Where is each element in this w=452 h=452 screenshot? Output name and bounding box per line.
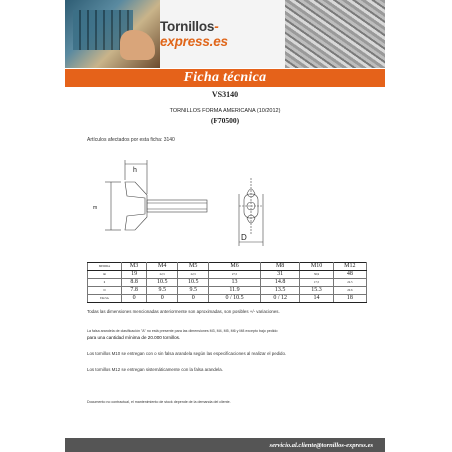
note-m12: Los tornillos M12 se entregan sistemáticamente con la falsa arandela.: [87, 367, 223, 372]
table-row: [88, 271, 367, 279]
table-cell: 7.8: [122, 287, 147, 295]
dim-m-label: m: [93, 205, 98, 211]
table-cell: 0: [122, 295, 147, 303]
product-name: TORNILLOS FORMA AMERICANA (10/2012): [169, 108, 281, 114]
dim-d-label: D: [241, 233, 247, 242]
row-label: D: [88, 287, 122, 295]
table-row: [88, 279, 367, 287]
table-cell: 19: [122, 271, 147, 279]
product-code: VS3140: [211, 90, 239, 99]
footer-email[interactable]: servicio.al.cliente@tornillos-express.es: [269, 441, 373, 449]
table-cell: 18: [333, 295, 366, 303]
logo-main: Tornillos: [160, 19, 215, 34]
table-cell: 10.5: [147, 279, 178, 287]
footer-bar: [65, 438, 385, 452]
col-m10: M10: [300, 263, 333, 271]
col-m6: M6: [209, 263, 261, 271]
col-m3: M3: [122, 263, 147, 271]
logo-box: [160, 0, 285, 68]
table-cell: 11.9: [209, 287, 261, 295]
table-cell: 8.8: [122, 279, 147, 287]
table-cell: 10.5: [178, 279, 209, 287]
logo-suffix: -express.es: [160, 19, 228, 49]
row-label: FALSA: [88, 295, 122, 303]
table-cell: 9.5: [178, 287, 209, 295]
table-cell: 36,9: [300, 271, 333, 279]
reference-code: (F70500): [210, 116, 240, 125]
table-cell: 15.3: [300, 287, 333, 295]
note-disclaimer: Documento no contractual, el mantenimiento de stock depende de la demanda del cliente.: [87, 400, 231, 404]
col-m5: M5: [178, 263, 209, 271]
note-min-quantity: para una cantidad mínima de 20.000 tornillos.: [87, 335, 181, 340]
page-title: Ficha técnica: [183, 70, 267, 85]
table-cell: 0: [147, 295, 178, 303]
table-cell: 14.8: [260, 279, 300, 287]
table-cell: 22,5: [147, 271, 178, 279]
table-row: [88, 287, 367, 295]
affected-articles: Artículos afectados por esta ficha: 3140: [87, 137, 175, 143]
row-label: h: [88, 279, 122, 287]
table-header-row: [88, 263, 367, 271]
table-cell: 0 / 10.5: [209, 295, 261, 303]
note-approximate: Todas las dimensiones mencionadas anteriormente son aproximadas, son posibles +/- variaciones.: [87, 309, 280, 314]
table-cell: 20.6: [333, 287, 366, 295]
table-cell: 27,5: [209, 271, 261, 279]
col-m8: M8: [260, 263, 300, 271]
table-cell: 0 / 12: [260, 295, 300, 303]
table-cell: 22,5: [178, 271, 209, 279]
table-cell: 14: [300, 295, 333, 303]
technical-drawing: [87, 150, 367, 250]
table-cell: 22.5: [333, 279, 366, 287]
tools-photo: [65, 0, 160, 68]
dim-h-label: h: [133, 167, 137, 174]
table-header-label: MEDIDA: [88, 263, 122, 271]
header-banner: [65, 0, 385, 68]
row-label: mi: [88, 271, 122, 279]
dimensions-table: [87, 262, 367, 303]
table-cell: 9.5: [147, 287, 178, 295]
table-row: [88, 295, 367, 303]
title-bar: [65, 69, 385, 87]
brand-logo[interactable]: [160, 19, 285, 49]
table-cell: 17,5: [300, 279, 333, 287]
screws-photo: [285, 0, 385, 68]
note-m10: Los tornillos M10 se entregan con o sin falsa arandela según las especificaciones al realizar el pedido.: [87, 351, 287, 356]
table-cell: 13: [209, 279, 261, 287]
table-cell: 13.5: [260, 287, 300, 295]
table-cell: 0: [178, 295, 209, 303]
table-cell: 31: [260, 271, 300, 279]
col-m4: M4: [147, 263, 178, 271]
table-cell: 48: [333, 271, 366, 279]
col-m12: M12: [333, 263, 366, 271]
note-false-washer: La falsa arandela de clasificación "A" no está presente para las dimensiones M3, M4, M5, M6 y M8 excepto bajo pedido: [87, 329, 278, 333]
